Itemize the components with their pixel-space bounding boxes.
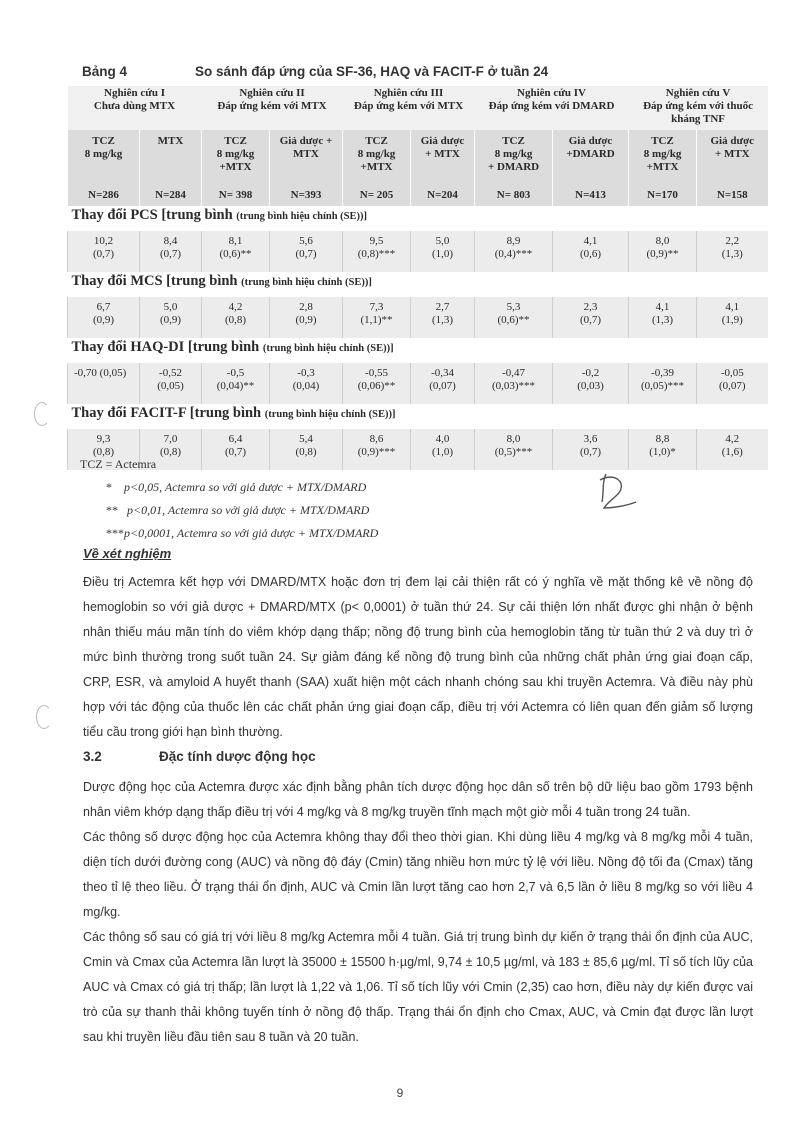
- table-cell: 4,2 (1,6): [697, 429, 768, 470]
- table-cell: 2,7 (1,3): [411, 297, 475, 338]
- measure-title: Thay đổi FACIT-F [trung bình (trung bình hiệu chỉnh (SE))]: [68, 404, 768, 429]
- measure-title: Thay đổi MCS [trung bình (trung bình hiệu chỉnh (SE))]: [68, 272, 768, 297]
- table-row: [68, 363, 768, 404]
- footnote-2: ** p<0,01, Actemra so với giả dược + MTX/DMARD: [106, 503, 370, 517]
- arm-sample-size: N=158: [697, 188, 768, 206]
- table-cell: 7,0 (0,8): [140, 429, 202, 470]
- table-cell: 6,7 (0,9): [68, 297, 140, 338]
- pk-paragraph-1: Dược động học của Actemra được xác định bằng phân tích dược động học dân số trên bộ dữ liệu bao gồm 1793 bệnh nhân viêm khớp dạng thấp điều trị với 4 mg/kg và 8 mg/kg truyền tĩnh mạch một giờ mỗi 4 tuần trong 24 tuần.: [83, 780, 753, 819]
- table-cell: 9,3 (0,8): [68, 429, 140, 470]
- table-cell: 8,9 (0,4)***: [475, 231, 553, 272]
- table-cell: 8,8 (1,0)*: [629, 429, 697, 470]
- section-header-row: [68, 404, 768, 429]
- punch-hole-mark: [34, 402, 50, 426]
- arm-label: Giả dược + MTX: [411, 130, 475, 188]
- table-caption: [82, 64, 549, 79]
- table-cell: -0,2 (0,03): [553, 363, 629, 404]
- study-header: Nghiên cứu III Đáp ứng kém với MTX: [343, 86, 475, 130]
- table-cell: -0,47 (0,03)***: [475, 363, 553, 404]
- table-cell: 5,0 (0,9): [140, 297, 202, 338]
- study-header: Nghiên cứu I Chưa dùng MTX: [68, 86, 202, 130]
- table-title: So sánh đáp ứng của SF-36, HAQ và FACIT-F ở tuần 24: [195, 64, 549, 79]
- section-number: 3.2: [83, 749, 102, 764]
- arm-sample-size: N=393: [270, 188, 343, 206]
- table-cell: 8,0 (0,9)**: [629, 231, 697, 272]
- footnote-3: ***p<0,0001, Actemra so với giả dược + MTX/DMARD: [106, 526, 379, 540]
- footnote-abbr: TCZ = Actemra: [80, 457, 157, 471]
- table-cell: 4,1 (0,6): [553, 231, 629, 272]
- table-cell: -0,70 (0,05): [68, 363, 140, 404]
- study-header-row: [68, 86, 768, 130]
- arm-label: TCZ 8 mg/kg +MTX: [202, 130, 270, 188]
- section-header-row: [68, 206, 768, 231]
- sample-size-row: [68, 188, 768, 206]
- lab-heading: Về xét nghiệm: [83, 546, 172, 561]
- arm-label: TCZ 8 mg/kg +MTX: [629, 130, 697, 188]
- arm-label: TCZ 8 mg/kg: [68, 130, 140, 188]
- table-cell: 8,4 (0,7): [140, 231, 202, 272]
- pk-paragraph-2: Các thông số dược động học của Actemra không thay đổi theo thời gian. Khi dùng liều 4 mg/kg và 8 mg/kg mỗi 4 tuần, diện tích dưới đường cong (AUC) và nồng độ đáy (Cmin) tăng nhiều hơn mức tỷ lệ với liều. Nồng độ tối đa (Cmax) tăng theo tỉ lệ theo liều. Ở trạng thái ổn định, AUC và Cmin lần lượt tăng cao hơn 2,7 và 6,5 lần ở liều 8 mg/kg so với liều 4 mg/kg.: [83, 830, 753, 919]
- table-cell: 5,3 (0,6)**: [475, 297, 553, 338]
- handwritten-initials: [592, 468, 642, 518]
- table-cell: 10,2 (0,7): [68, 231, 140, 272]
- arm-sample-size: N=413: [553, 188, 629, 206]
- table-row: [68, 297, 768, 338]
- table-cell: 5,6 (0,7): [270, 231, 343, 272]
- results-table: [67, 86, 768, 470]
- arm-header-row: [68, 130, 768, 188]
- section-header-row: [68, 272, 768, 297]
- measure-title: Thay đổi HAQ-DI [trung bình (trung bình hiệu chỉnh (SE))]: [68, 338, 768, 363]
- arm-sample-size: N=170: [629, 188, 697, 206]
- arm-sample-size: N= 398: [202, 188, 270, 206]
- punch-hole-mark: [36, 705, 52, 729]
- table-cell: 2,3 (0,7): [553, 297, 629, 338]
- table-cell: 4,1 (1,3): [629, 297, 697, 338]
- table-cell: 8,6 (0,9)***: [343, 429, 411, 470]
- table-cell: -0,55 (0,06)**: [343, 363, 411, 404]
- pk-paragraph-3: Các thông số sau có giá trị với liều 8 mg/kg Actemra mỗi 4 tuần. Giá trị trung bình dự kiến ở trạng thái ổn định của AUC, Cmin và Cmax của Actemra lần lượt là 35000 ± 15500 h·µg/ml, 9,74 ± 10,5 µg/ml, và 183 ± 85,6 µg/ml. Tỉ số tích lũy của AUC và Cmax có giá trị thấp; lần lượt là 1,22 và 1,06. Tỉ số tích lũy với Cmin (2,35) cao hơn, điều này dự kiến được vai trò của sự thanh thải không tuyến tính ở nồng độ thấp. Trạng thái ổn định cho Cmax, AUC, và Cmin đạt được lần lượt sau khi truyền liều đầu tiên sau 8 tuần và 20 tuần.: [83, 930, 753, 1044]
- table-cell: 7,3 (1,1)**: [343, 297, 411, 338]
- table-number: Bảng 4: [82, 64, 128, 79]
- table-cell: 2,2 (1,3): [697, 231, 768, 272]
- table-cell: -0,05 (0,07): [697, 363, 768, 404]
- table-footnotes: [80, 457, 378, 549]
- table-cell: -0,52 (0,05): [140, 363, 202, 404]
- table-cell: 9,5 (0,8)***: [343, 231, 411, 272]
- arm-sample-size: N=286: [68, 188, 140, 206]
- study-header: Nghiên cứu V Đáp ứng kém với thuốc kháng TNF: [629, 86, 768, 130]
- arm-label: TCZ 8 mg/kg +MTX: [343, 130, 411, 188]
- table-cell: 8,1 (0,6)**: [202, 231, 270, 272]
- study-header: Nghiên cứu IV Đáp ứng kém với DMARD: [475, 86, 629, 130]
- table-cell: -0,34 (0,07): [411, 363, 475, 404]
- section-title: Đặc tính dược động học: [159, 749, 316, 764]
- table-cell: 3,6 (0,7): [553, 429, 629, 470]
- arm-sample-size: N= 205: [343, 188, 411, 206]
- table-cell: 5,0 (1,0): [411, 231, 475, 272]
- table-cell: -0,5 (0,04)**: [202, 363, 270, 404]
- table-cell: 4,0 (1,0): [411, 429, 475, 470]
- table-cell: 2,8 (0,9): [270, 297, 343, 338]
- table-cell: 8,0 (0,5)***: [475, 429, 553, 470]
- study-header: Nghiên cứu II Đáp ứng kém với MTX: [202, 86, 343, 130]
- page-number: 9: [396, 1086, 404, 1100]
- section-header-row: [68, 338, 768, 363]
- table-cell: -0,3 (0,04): [270, 363, 343, 404]
- arm-label: Giả dược + MTX: [697, 130, 768, 188]
- arm-sample-size: N= 803: [475, 188, 553, 206]
- footnote-1: * p<0,05, Actemra so với giả dược + MTX/DMARD: [106, 480, 367, 494]
- arm-sample-size: N=204: [411, 188, 475, 206]
- table-cell: 5,4 (0,8): [270, 429, 343, 470]
- table-cell: 4,1 (1,9): [697, 297, 768, 338]
- arm-label: MTX: [140, 130, 202, 188]
- table-cell: -0,39 (0,05)***: [629, 363, 697, 404]
- arm-label: Giả dược +DMARD: [553, 130, 629, 188]
- table-cell: 6,4 (0,7): [202, 429, 270, 470]
- arm-label: Giả dược + MTX: [270, 130, 343, 188]
- section-heading: [83, 749, 316, 764]
- measure-title: Thay đổi PCS [trung bình (trung bình hiệu chỉnh (SE))]: [68, 206, 768, 231]
- arm-label: TCZ 8 mg/kg + DMARD: [475, 130, 553, 188]
- lab-paragraph: Điều trị Actemra kết hợp với DMARD/MTX hoặc đơn trị đem lại cải thiện rất có ý nghĩa về mặt thống kê về nồng độ hemoglobin so với giả dược + DMARD/MTX (p< 0,0001) ở tuần thứ 24. Sự cải thiện lớn nhất được ghi nhận ở bệnh nhân thiếu máu mãn tính do viêm khớp dạng thấp; nồng độ trung bình của hemoglobin tăng từ tuần thứ 2 và duy trì ở mức bình thường trong suốt tuần 24. Sự giảm đáng kể nồng độ trung bình của những chất phản ứng giai đoạn cấp, CRP, ESR, và amyloid A huyết thanh (SAA) xuất hiện một cách nhanh chóng sau khi truyền Actemra. Và điều này phù hợp với tác động của thuốc lên các chất phản ứng giai đoạn cấp, điều trị với Actemra có liên quan đến giảm số lượng tiểu cầu trong giới hạn bình thường.: [83, 575, 753, 739]
- table-cell: 4,2 (0,8): [202, 297, 270, 338]
- table-row: [68, 231, 768, 272]
- arm-sample-size: N=284: [140, 188, 202, 206]
